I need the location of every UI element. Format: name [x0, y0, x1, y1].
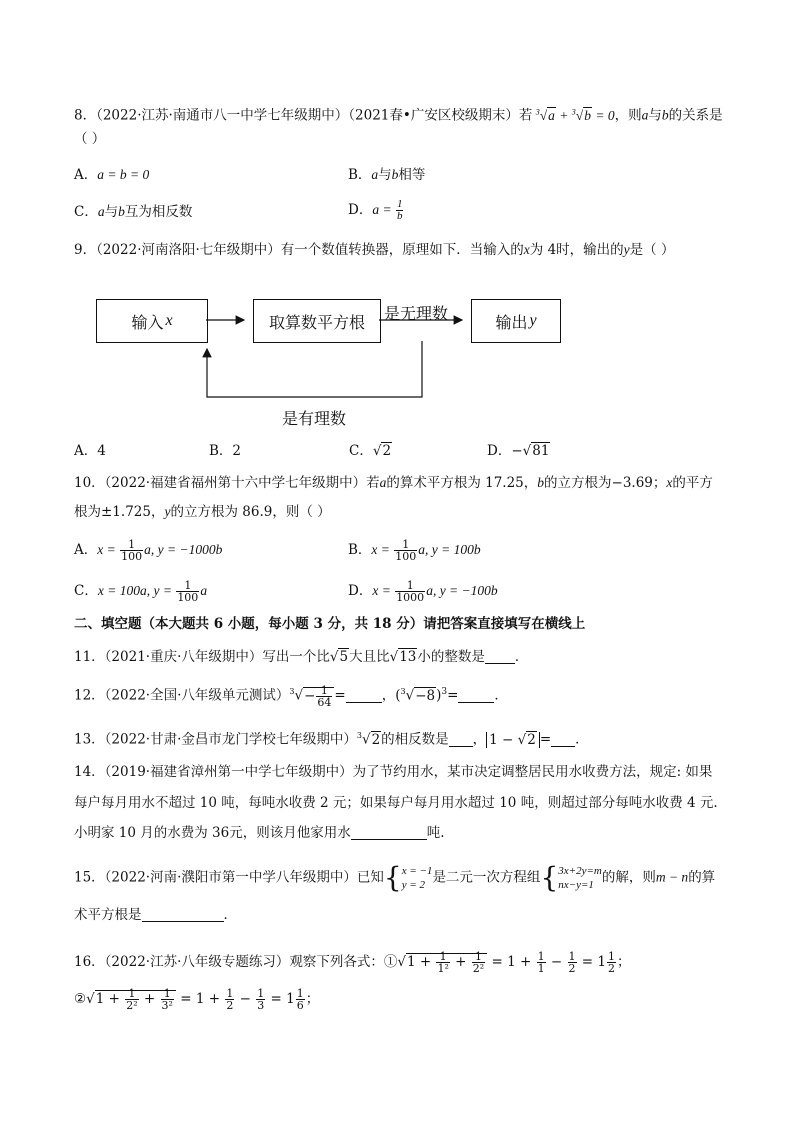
q9-option-d[interactable]: D．−√81	[487, 443, 550, 459]
q8-text-a: 8．（2022·江苏·南通市八一中学七年级期中）（2021春•广安区校级期末）若	[74, 107, 533, 124]
question-13: 13．（2022·甘肃·金昌市龙门学校七年级期中）$^3$√2的相反数是 ， 1 − √2 = ．	[74, 731, 589, 748]
q13-answer-blank-2[interactable]	[551, 732, 575, 747]
question-15-line1: 15．（2022·河南·濮阳市第一中学八年级期中）已知{ x = −1 y = 2 是二元一次方程组{ 3x+2y=m nx−y=1 的解，则m − n的算	[74, 861, 716, 894]
question-9-stem: 9．（2022·河南洛阳·七年级期中）有一个数值转换器，原理如下．当输入的x为 4时，输出的y是（ ）	[74, 242, 675, 258]
q9-option-c[interactable]: C．√2	[349, 443, 392, 459]
q8-option-d-label: D．	[348, 202, 373, 218]
arrow-feedback-loop	[207, 341, 422, 397]
q12-answer-blank-2[interactable]	[458, 688, 494, 703]
q10-option-a[interactable]: A．x = $\frac{1}{100}$ a, y = −1000b	[74, 538, 223, 563]
question-10-line1: 10．（2022·福建省福州第十六中学七年级期中）若a的算术平方根为 17.25，b的立方根为−3.69；x的平方	[74, 475, 713, 491]
q8-answer-paren: （ ）	[74, 131, 106, 147]
question-14-line1: 14．（2019·福建省漳州第一中学七年级期中）为了节约用水，某市决定调整居民用水收费方法，规定: 如果	[74, 764, 713, 780]
question-14-line2: 每户每月用水不超过 10 吨，每吨水收费 2 元；如果每户每月用水超过 10 吨，则超过部分每吨水收费 4 元.	[74, 795, 718, 811]
q10-option-b[interactable]: B．x = $\frac{1}{100}$ a, y = 100b	[348, 538, 481, 563]
q10-option-c[interactable]: C．x = 100a, y = $\frac{1}{100}$ a	[74, 579, 208, 604]
irrational-label: 是无理数	[384, 304, 449, 323]
q8-option-b-label: B．	[348, 167, 372, 183]
q8-option-a-expr: a = b = 0	[97, 167, 150, 182]
q8-math-cube-roots: $^3$√a + $^3$√b = 0	[535, 107, 615, 123]
section-2-heading: 二、填空题（本大题共 6 小题，每小题 3 分，共 18 分）请把答案直接填写在横线上	[74, 616, 586, 632]
q9-option-b[interactable]: B．2	[209, 443, 242, 459]
question-10-line2: 根为±1.725，y的立方根为 86.9，则（ ）	[74, 504, 331, 520]
input-box: 输入 x	[96, 299, 208, 343]
q12-answer-blank-1[interactable]	[346, 688, 382, 703]
question-11: 11．（2021·重庆·八年级期中）写出一个比√5大且比√13小的整数是 ．	[74, 649, 529, 665]
question-15-line2: 术平方根是 ．	[74, 907, 237, 923]
question-14-line3: 小明家 10 月的水费为 36元，则该月他家用水 吨.	[74, 825, 445, 841]
q15-answer-blank[interactable]	[142, 907, 224, 922]
q11-answer-blank[interactable]	[485, 649, 515, 664]
q8-option-a-label: A．	[74, 167, 98, 183]
q8-text-b: ，则	[614, 107, 642, 124]
q8-option-c-label: C．	[74, 204, 98, 220]
q8-option-d[interactable]: D．a = $\frac{1}{b}$	[348, 198, 403, 222]
q9-option-a[interactable]: A．4	[74, 443, 106, 459]
q8-text-c: 与	[648, 107, 662, 124]
question-16-line2: ②√1 + $\frac{1}{\text{2²}}$ + $\frac{1}{\text{3²}}$ = 1 + $\frac{1}{2}$ − $\frac{1}{3}$ = 1 $\frac{1}{6}$ ；	[74, 987, 320, 1012]
question-8-stem: 8．（2022·江苏·南通市八一中学七年级期中）（2021春•广安区校级期末）若 $^3$√a + $^3$√b = 0，则a与b的关系是	[74, 107, 723, 124]
q8-option-c[interactable]: C．a与b互为相反数	[74, 204, 193, 220]
diagram-arrows	[0, 0, 794, 430]
question-12: 12．（2022·全国·八年级单元测试）$^3$√− $\frac{1}{64}$ = ，$(^3√-8)^3=$ ．	[74, 683, 508, 709]
q13-answer-blank-1[interactable]	[449, 732, 473, 747]
q8-text-d: 的关系是	[668, 107, 723, 124]
q14-answer-blank[interactable]	[351, 825, 427, 840]
question-16-line1: 16．（2022·江苏·八年级专题练习）观察下列各式：①√1 + $\frac{1}{\text{1²}}$ + $\frac{1}{\text{2²}}$ = 1 + $\frac{1}{1}$ − $\frac{1}{2}$ = 1 $\frac{1}{2}$ ；	[74, 950, 631, 975]
q10-option-d[interactable]: D．x = $\frac{1}{1000}$ a, y = −100b	[348, 579, 498, 604]
output-box: 输出 y	[471, 299, 561, 343]
sqrt-process-box: 取算数平方根	[253, 299, 381, 343]
rational-label: 是有理数	[282, 409, 347, 428]
q8-option-b[interactable]: B．a与b相等	[348, 167, 426, 183]
